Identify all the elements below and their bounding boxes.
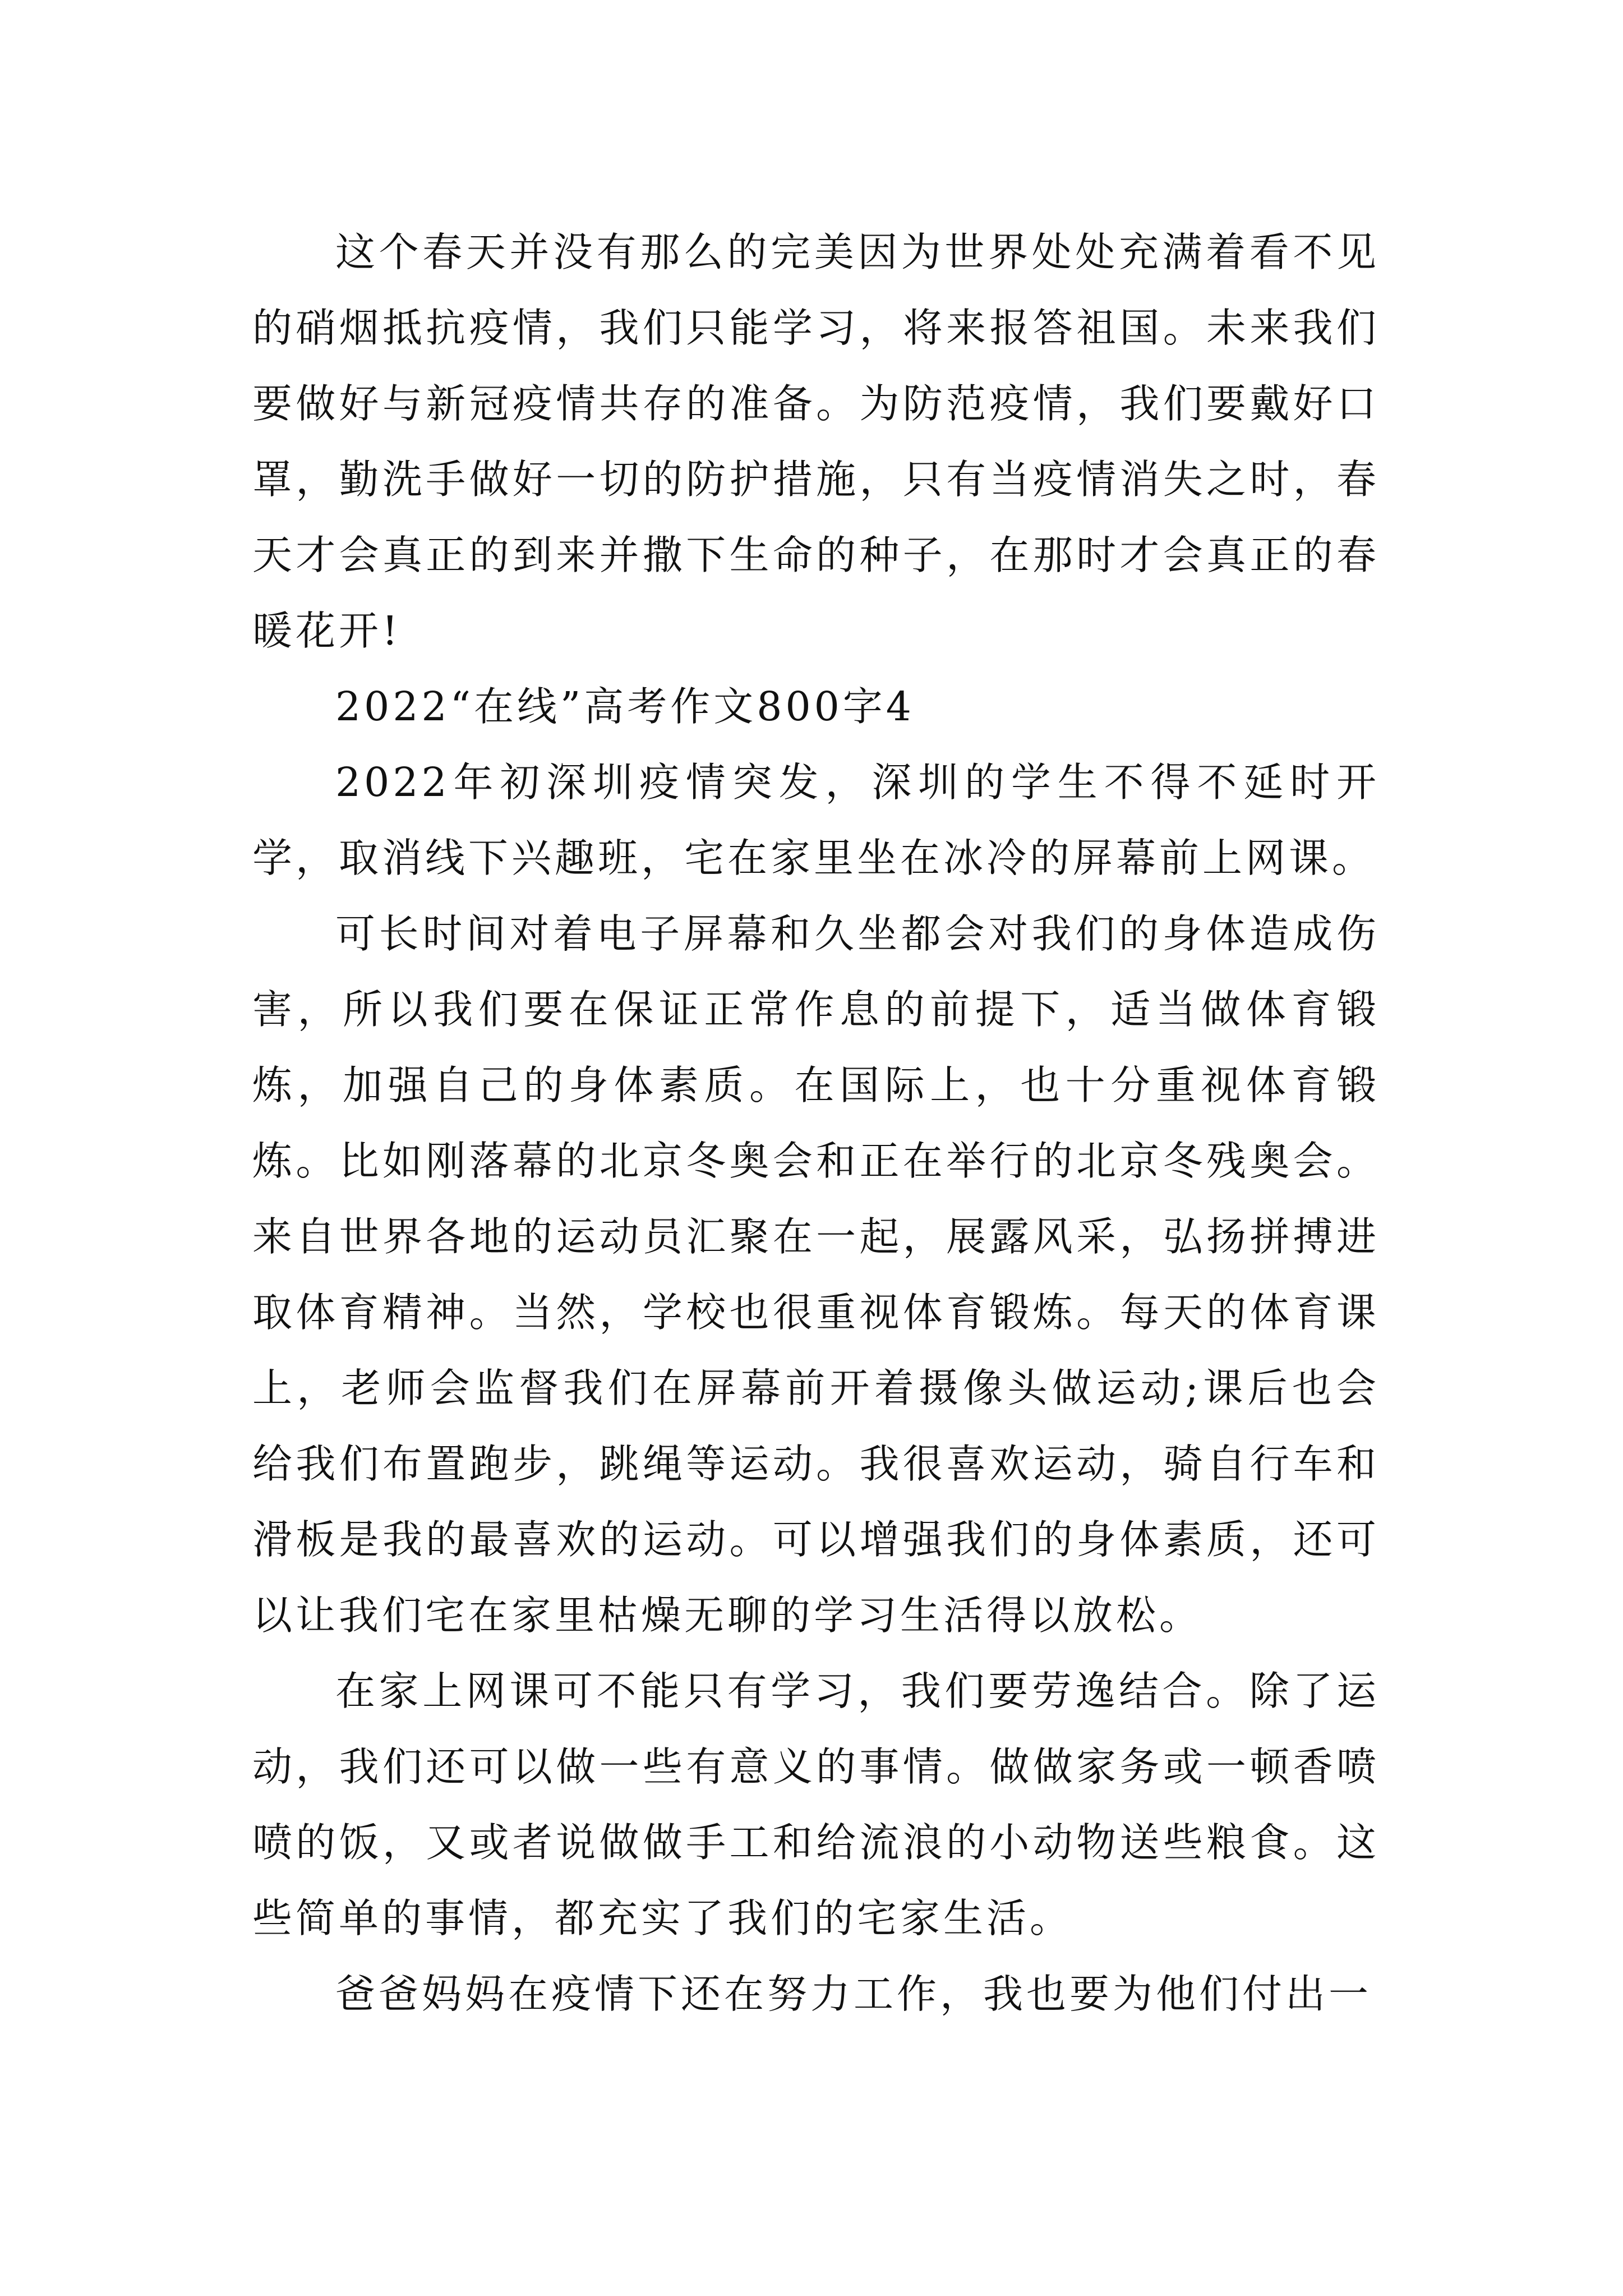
paragraph-parents: 爸爸妈妈在疫情下还在努力工作，我也要为他们付出一 <box>335 1971 1372 2017</box>
section-heading: 2022“在线”高考作文800字4 <box>335 683 915 730</box>
paragraph-chores: 在家上网课可不能只有学习，我们要劳逸结合。除了运动，我们还可以做一些有意义的事情。做做家务或一顿香喷喷的饭，又或者说做做手工和给流浪的小动物送些粮食。这些简单的事情，都充实了我们的宅家生活。 <box>252 1668 1380 1941</box>
document-body <box>252 214 1380 2032</box>
paragraph-shenzhen: 2022年初深圳疫情突发，深圳的学生不得不延时开学，取消线下兴趣班，宅在家里坐在冰冷的屏幕前上网课。 <box>252 759 1380 881</box>
paragraph-spring: 这个春天并没有那么的完美因为世界处处充满着看不见的硝烟抵抗疫情，我们只能学习，将来报答祖国。未来我们要做好与新冠疫情共存的准备。为防范疫情，我们要戴好口罩，勤洗手做好一切的防护措施，只有当疫情消失之时，春天才会真正的到来并撒下生命的种子，在那时才会真正的春暖花开! <box>252 229 1380 654</box>
paragraph-exercise: 可长时间对着电子屏幕和久坐都会对我们的身体造成伤害，所以我们要在保证正常作息的前提下，适当做体育锻炼，加强自己的身体素质。在国际上，也十分重视体育锻炼。比如刚落幕的北京冬奥会和正在举行的北京冬残奥会。来自世界各地的运动员汇聚在一起，展露风采，弘扬拼搏进取体育精神。当然，学校也很重视体育锻炼。每天的体育课上，老师会监督我们在屏幕前开着摄像头做运动;课后也会给我们布置跑步，跳绳等运动。我很喜欢运动，骑自行车和滑板是我的最喜欢的运动。可以增强我们的身体素质，还可以让我们宅在家里枯燥无聊的学习生活得以放松。 <box>252 910 1380 1639</box>
